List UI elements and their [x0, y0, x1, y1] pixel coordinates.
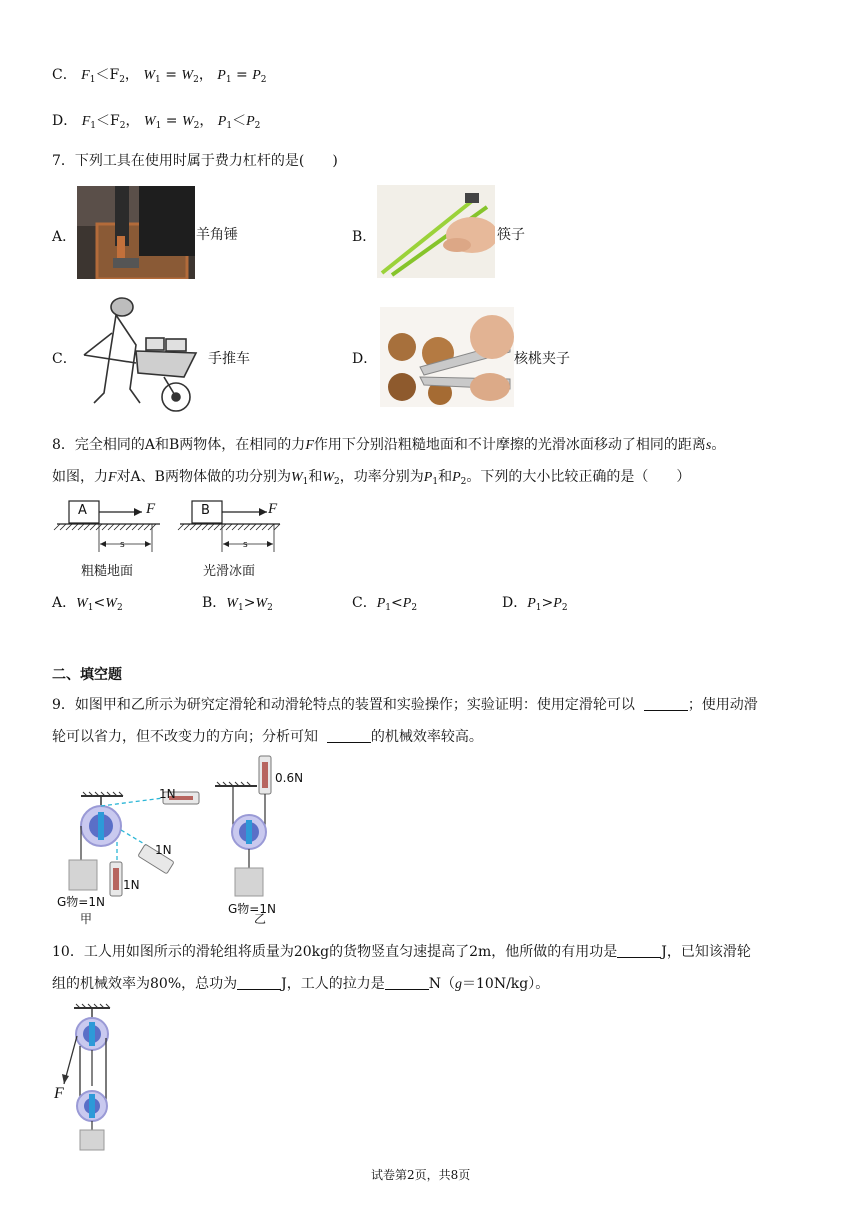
q6-option-d: D． $F_1<F_2$， $W_1 = W_2$， $P_1<P_2$: [52, 113, 261, 131]
q8-fig-force-left: F: [146, 501, 156, 517]
q8-stem-line-1: 8．完全相同的A和B两物体，在相同的力F作用下分别沿粗糙地面和不计摩擦的光滑冰面移动了相同的距离s。: [52, 437, 726, 453]
q10-line-2: 组的机械效率为80%，总功为 J，工人的拉力是 N（g＝10N/kg）。: [52, 976, 550, 992]
q7-stem: 7．下列工具在使用时属于费力杠杆的是( ): [52, 153, 338, 169]
q10-blank-2[interactable]: [237, 975, 281, 990]
hammer-photo-icon: [77, 186, 195, 279]
q7-option-c-label: 手推车: [208, 351, 250, 367]
q7-option-d-label: 核桃夹子: [514, 351, 570, 367]
q7-option-a-label: 羊角锤: [196, 227, 238, 243]
section-title: 二、填空题: [52, 667, 122, 683]
q9-fig-jia-top-force: 1N: [159, 787, 176, 801]
q8-fig-block-a: A: [78, 503, 87, 518]
q9-fig-jia-low-force: 1N: [123, 878, 140, 892]
q9-blank-1[interactable]: [644, 696, 688, 711]
q6-option-c: C． $F_1<F_2$， $W_1 = W_2$， $P_1 = P_2$: [52, 67, 267, 85]
q10-blank-3[interactable]: [385, 975, 429, 990]
q9-fig-yi-caption: 乙: [254, 912, 267, 926]
q7-option-c-letter: C．: [52, 351, 77, 367]
q8-fig-block-b: B: [201, 503, 210, 518]
q9-line-1: 9．如图甲和乙所示为研究定滑轮和动滑轮特点的装置和实验操作；实验证明：使用定滑轮可以 ；使用动滑: [52, 697, 758, 713]
q8-stem-line-2: 如图，力F对A、B两物体做的功分别为$W_1$和$W_2$，功率分别为$P_1$和$P_2$。下列的大小比较正确的是（ ）: [52, 469, 691, 487]
q9-fig-jia-caption: 甲: [80, 912, 93, 926]
q7-option-a-letter: A．: [52, 229, 77, 245]
q8-option-a: A．$W_1<W_2$: [52, 595, 123, 613]
q8-option-d: D．$P_1>P_2$: [502, 595, 568, 613]
q10-fig-force-label: F: [54, 1085, 64, 1102]
q8-fig-caption-right: 光滑冰面: [203, 564, 256, 579]
q10-blank-1[interactable]: [617, 943, 661, 958]
q9-fig-jia-weight: G物=1N: [57, 895, 105, 909]
q9-fig-jia-mid-force: 1N: [155, 843, 172, 857]
q9-blank-2[interactable]: [327, 728, 371, 743]
q8-option-b: B．$W_1>W_2$: [202, 595, 273, 613]
q9-line-2: 轮可以省力，但不改变力的方向；分析可知 的机械效率较高。: [52, 729, 483, 745]
page-footer: 试卷第2页，共8页: [371, 1168, 471, 1182]
chopsticks-photo-icon: [377, 185, 495, 278]
q8-fig-force-right: F: [268, 501, 278, 517]
q8-fig-dist-right: s: [243, 540, 248, 550]
q8-option-c: C．$P_1<P_2$: [352, 595, 418, 613]
q9-fig-yi-weight: G物=1N: [228, 902, 276, 916]
q8-fig-dist-left: s: [120, 540, 125, 550]
q9-fig-yi-top-force: 0.6N: [275, 771, 304, 785]
q7-option-b-label: 筷子: [497, 227, 525, 243]
q10-pulley-figure: [50, 1002, 140, 1152]
q8-fig-caption-left: 粗糙地面: [81, 564, 134, 579]
q10-line-1: 10．工人用如图所示的滑轮组将质量为20kg的货物竖直匀速提高了2m，他所做的有用功是 J，已知该滑轮: [52, 944, 751, 960]
wheelbarrow-drawing-icon: [76, 293, 206, 413]
q7-option-b-letter: B．: [352, 229, 377, 245]
nutcracker-photo-icon: [380, 307, 514, 407]
q7-option-d-letter: D．: [352, 351, 378, 367]
